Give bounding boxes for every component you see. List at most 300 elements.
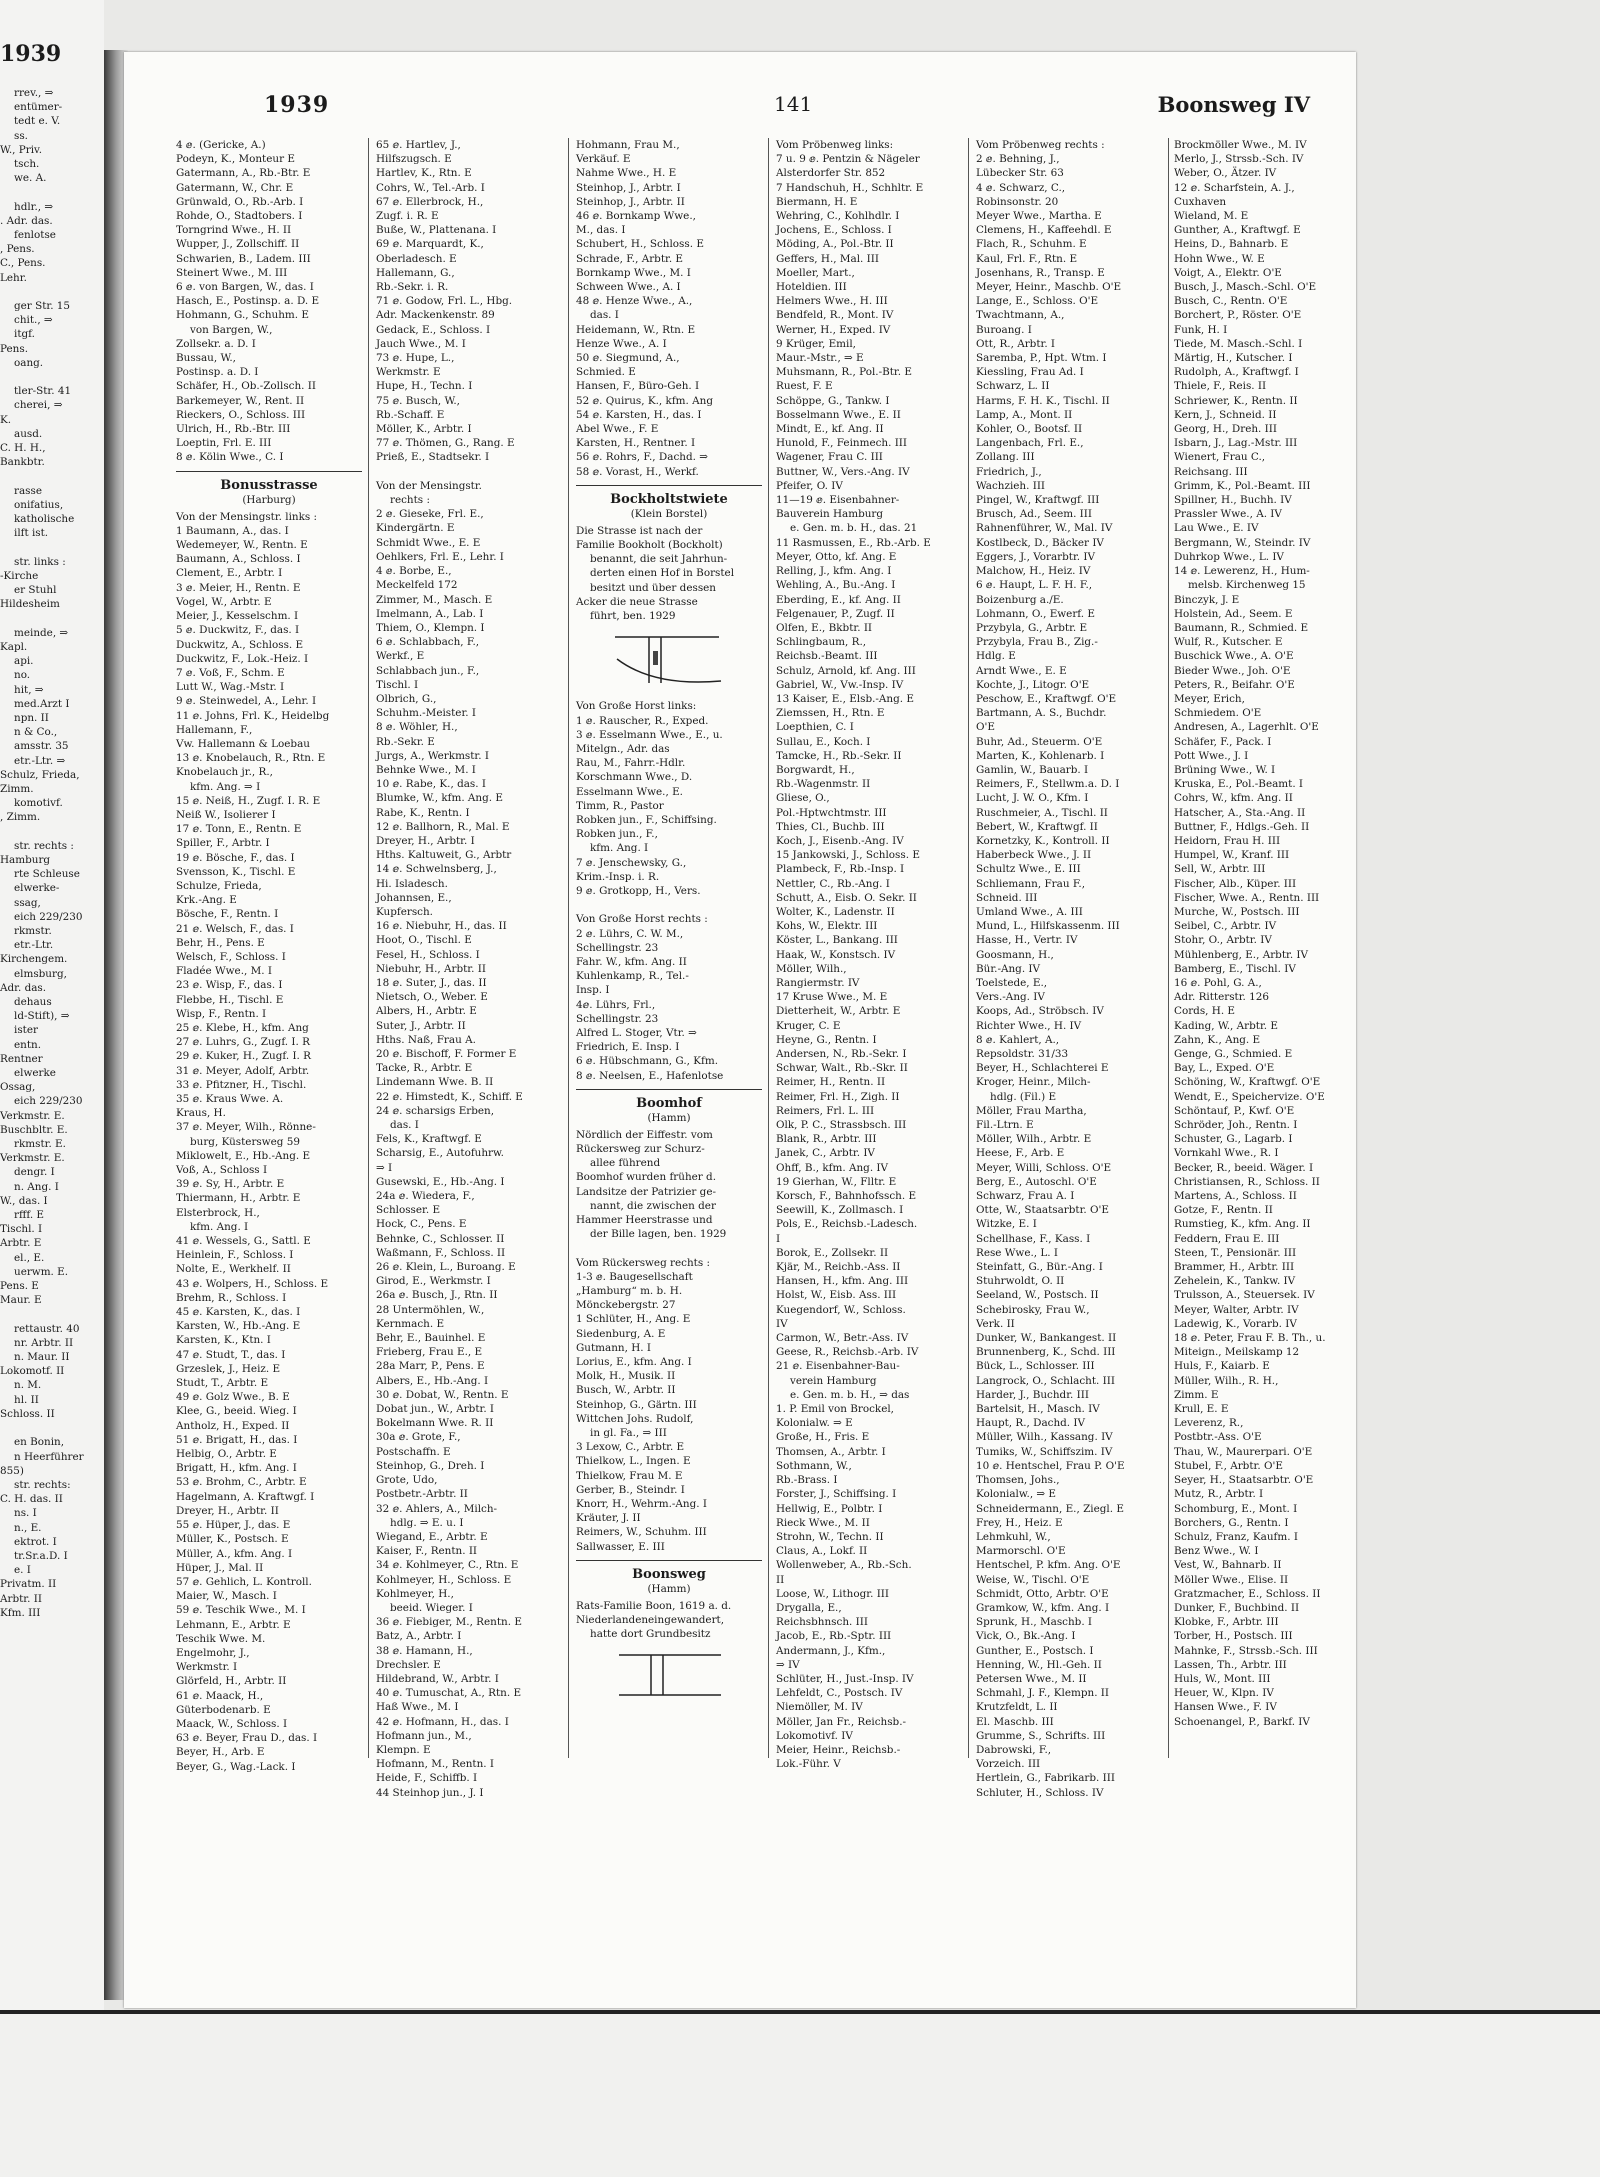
directory-entry: Knobelauch jr., R., [176,766,273,779]
directory-entry: Boizenburg a./E. [976,593,1064,606]
directory-entry: Landsitze der Patrizier ge- [576,1185,716,1198]
directory-entry [0,185,100,199]
directory-entry: Thielkow, L., Ingen. E [576,1455,691,1468]
directory-entry: Lange, E., Schloss. O'E [976,295,1099,308]
directory-entry: 23 ⅇ. Wisp, F., das. I [176,979,283,992]
directory-entry: 31 ⅇ. Meyer, Adolf, Arbtr. [176,1064,310,1077]
directory-entry: Albers, E., Hb.-Ang. I [376,1374,489,1387]
directory-entry: Nolte, E., Werkhelf. II [176,1263,291,1276]
directory-entry: Pott Wwe., J. I [1174,749,1249,762]
directory-entry: Schwar, Walt., Rb.-Skr. II [776,1062,908,1075]
directory-entry: Vornkahl Wwe., R. I [1174,1147,1279,1160]
directory-entry: Schlabbach jun., F., [376,664,480,677]
directory-entry: hdlg. ⇒ E. u. I [390,1516,464,1529]
directory-entry: Insp. I [576,984,610,997]
directory-entry: Adr. das. [0,981,47,994]
directory-entry: Klobke, F., Arbtr. III [1174,1616,1279,1629]
directory-entry: Brammer, H., Arbtr. III [1174,1261,1295,1274]
directory-entry: Witzke, E. I [976,1218,1037,1231]
directory-entry [576,1241,762,1255]
directory-entry: Rese Wwe., L. I [976,1246,1058,1259]
directory-entry: Petersen Wwe., M. II [976,1672,1087,1685]
directory-entry: Thiele, F., Reis. II [1174,380,1267,393]
directory-entry: Hertlein, G., Fabrikarb. III [976,1772,1115,1785]
directory-entry: Blank, R., Arbtr. III [776,1133,877,1146]
directory-entry: beeid. Wieger. I [390,1601,473,1614]
directory-entry: Gunther, E., Postsch. I [976,1644,1094,1657]
directory-entry: Schulze, Frieda, [176,879,262,892]
column-5 [976,138,1162,1799]
directory-entry: Müller, Wilh., R. H., [1174,1374,1279,1387]
directory-entry: Reichsbhnsch. III [776,1616,868,1629]
directory-entry: Wiegand, E., Arbtr. E [376,1530,488,1543]
directory-entry: Schmahl, J. F., Klempn. II [976,1687,1110,1700]
directory-entry: Helmers Wwe., H. III [776,295,888,308]
directory-entry: 25 ⅇ. Klebe, H., kfm. Ang [176,1021,309,1034]
directory-entry: Hallemann, G., [376,266,455,279]
directory-entry: Kostlbeck, D., Bäcker IV [976,536,1104,549]
directory-entry: Thiermann, H., Arbtr. E [176,1192,301,1205]
column-3-entries-4 [576,1128,762,1554]
directory-entry: Goosmann, H., [976,948,1054,961]
directory-entry: derten einen Hof in Borstel [590,567,735,580]
directory-entry: Schröder, Joh., Rentn. I [1174,1119,1298,1132]
directory-entry: tler-Str. 41 [14,385,72,398]
directory-entry: Tiede, M. Masch.-Schl. I [1174,337,1303,350]
directory-entry: Bieder Wwe., Joh. O'E [1174,664,1291,677]
directory-entry: Schuhm.-Meister. I [376,707,476,720]
directory-entry: Meyer, Heinr., Maschb. O'E [976,281,1122,294]
directory-entry: 4 ⅇ. Borbe, E., [376,565,452,578]
directory-entry: Müller, Wilh., Kassang. IV [976,1431,1113,1444]
directory-entry: 2 ⅇ. Lührs, C. W. M., [576,927,684,940]
directory-entry: Kupfersch. [376,905,433,918]
directory-entry: rte Schleuse [14,868,80,881]
directory-entry: 37 ⅇ. Meyer, Wilh., Rönne- [176,1121,316,1134]
directory-entry: elmsburg, [14,967,67,980]
directory-entry: Kruger, C. E [776,1019,841,1032]
directory-entry: Buttner, F., Hdlgs.-Geh. II [1174,820,1310,833]
directory-entry: C. H. das. II [0,1493,63,1506]
directory-entry: Borok, E., Zollsekr. II [776,1246,889,1259]
directory-entry: 4ⅇ. Lührs, Frl., [576,998,656,1011]
directory-entry: Friedrich, J., [976,465,1042,478]
directory-entry: Krull, E. E [1174,1403,1229,1416]
directory-entry: Klee, G., beeid. Wieg. I [176,1405,297,1418]
directory-entry: Lassen, Th., Arbtr. III [1174,1658,1287,1671]
directory-entry: Behr, H., Pens. E [176,936,265,949]
directory-entry: Repsoldstr. 31/33 [976,1048,1069,1060]
directory-entry: Janek, C., Arbtr. IV [776,1147,875,1160]
directory-entry: Reimers, Frl. L. III [776,1104,875,1117]
directory-entry: Krutzfeldt, L. II [976,1701,1058,1714]
directory-entry: Bergmann, W., Steindr. IV [1174,536,1311,549]
directory-entry: Mindt, E., kf. Ang. II [776,423,884,436]
directory-entry: Hildebrand, W., Arbtr. I [376,1672,499,1685]
directory-entry: Bosselmann Wwe., E. II [776,408,901,421]
directory-entry: Wehling, A., Bu.-Ang. I [776,579,896,592]
directory-entry: Josenhans, R., Transp. E [976,266,1105,279]
directory-entry: Wollenweber, A., Rb.-Sch. [776,1559,912,1572]
directory-entry: allee führend [590,1157,661,1170]
directory-entry: Strohn, W., Techn. II [776,1530,884,1543]
directory-entry: Steen, T., Pensionär. III [1174,1246,1297,1259]
directory-entry: Rudolph, A., Kraftwgf. I [1174,366,1299,379]
directory-entry: 2 ⅇ. Gieseke, Frl. E., [376,508,484,521]
directory-entry: Harder, J., Buchdr. III [976,1388,1089,1401]
directory-entry: Hupe, H., Techn. I [376,380,473,393]
directory-entry: n. Maur. II [14,1351,70,1364]
directory-entry: Märtig, H., Kutscher. I [1174,352,1293,365]
directory-entry: 12 ⅇ. Scharfstein, A. J., [1174,181,1295,194]
directory-entry: Kraus, H. [176,1107,226,1120]
directory-entry: Schöppe, G., Tankw. I [776,394,890,407]
directory-entry: Meier, J., Kesselschm. I [176,610,299,623]
column-divider [368,138,369,1758]
directory-entry: Wienert, Frau C., [1174,451,1266,464]
directory-entry: Gutmann, H. I [576,1341,651,1354]
directory-entry: Andermann, J., Kfm., [776,1644,886,1657]
directory-entry: Rb.-Wagenmstr. II [776,778,871,791]
directory-entry: Marten, K., Kohlenarb. I [976,749,1105,762]
directory-entry: Behnke, C., Schlosser. II [376,1232,505,1245]
directory-entry: Huls, W., Mont. III [1174,1672,1271,1685]
directory-entry: Peschow, E., Kraftwgf. O'E [976,692,1117,705]
directory-entry: Olfen, E., Bkbtr. II [776,621,873,634]
directory-entry: Hoteldien. III [776,281,847,294]
directory-entry: 9 Krüger, Emil, [776,337,856,350]
directory-entry: Werkmstr. I [176,1661,238,1674]
directory-entry: Zimmer, M., Masch. E [376,593,493,606]
directory-entry: Lehfeldt, C., Postsch. IV [776,1687,903,1700]
directory-entry: Baumann, R., Schmied. E [1174,621,1309,634]
directory-entry: Hammer Heerstrasse und [576,1214,713,1226]
directory-entry: Kading, W., Arbtr. E [1174,1019,1278,1032]
directory-entry: Seyer, H., Staatsarbtr. O'E [1174,1474,1314,1487]
directory-entry: Zollsekr. a. D. I [176,337,256,350]
directory-entry: Oberladesch. E [376,252,457,265]
directory-entry: katholische [14,513,75,526]
directory-entry: Gotze, F., Rentn. II [1174,1204,1273,1217]
adjacent-page-fragment [0,41,100,1686]
directory-entry: 30 ⅇ. Dobat, W., Rentn. E [376,1388,509,1401]
directory-entry: Hasch, E., Postinsp. a. D. E [176,295,320,308]
directory-entry: Ulrich, H., Rb.-Btr. III [176,423,291,436]
directory-entry: , Zimm. [0,811,41,824]
directory-entry: Schlosser. E [376,1204,441,1217]
directory-entry [376,465,562,479]
adjacent-page-lines [0,86,100,1620]
directory-entry: Vick, O., Bk.-Ang. I [976,1630,1076,1643]
directory-entry: Rb.-Sekr. i. R. [376,281,449,294]
directory-entry: Kiessling, Frau Ad. I [976,366,1084,379]
directory-entry: Wittchen Johs. Rudolf, [576,1412,694,1425]
section-subtitle: (Hamm) [647,1582,691,1595]
directory-entry: fenlotse [14,229,56,242]
directory-entry: C., Pens. [0,257,46,270]
directory-entry: Tumiks, W., Schiffszim. IV [976,1445,1113,1458]
directory-entry: 19 Gierhan, W., Flltr. E [776,1175,897,1188]
directory-entry: Schmidt, Otto, Arbtr. O'E [976,1587,1109,1600]
directory-entry: Ott, R., Arbtr. I [976,337,1056,350]
directory-entry [0,469,100,483]
directory-entry: Borchert, P., Röster. O'E [1174,309,1302,322]
directory-entry: Schrade, F., Arbtr. E [576,252,684,265]
directory-entry: oang. [14,356,44,369]
directory-entry: 24a ⅇ. Wiedera, F., [376,1190,475,1203]
directory-entry: rasse [14,484,42,497]
directory-entry: rechts : [390,494,430,507]
directory-entry: Sallwasser, E. III [576,1540,665,1553]
directory-entry: Lehmkuhl, W., [976,1530,1051,1543]
directory-entry: 2 ⅇ. Behning, J., [976,153,1060,166]
section-subtitle: (Klein Borstel) [630,507,708,520]
directory-entry [0,1307,100,1321]
directory-entry: Marmorschl. O'E [976,1545,1066,1558]
directory-entry: Kaiser, F., Rentn. II [376,1545,478,1558]
directory-entry: Buschbltr. E. [0,1123,68,1136]
directory-entry: Frey, H., Heiz. E [976,1516,1063,1529]
directory-entry: 11 Rasmussen, E., Rb.-Arb. E [776,536,931,549]
directory-entry: Postbtr.-Ass. O'E [1174,1431,1262,1444]
directory-entry: Thiem, O., Klempn. I [376,621,485,634]
directory-entry: e. I [14,1564,31,1577]
directory-entry: 13 Kaiser, E., Elsb.-Ang. E [776,692,914,705]
directory-entry: Tischl. I [376,678,419,691]
directory-entry: Hentschel, P. kfm. Ang. O'E [976,1559,1121,1572]
directory-entry: Dunker, W., Bankangest. II [976,1332,1117,1345]
directory-entry: 75 ⅇ. Busch, W., [376,394,460,407]
directory-entry: Frieberg, Frau E., E [376,1346,483,1359]
directory-entry: ⇒ IV [776,1658,800,1671]
directory-entry: 1 Schlüter, H., Ang. E [576,1313,691,1326]
directory-entry: Vest, W., Bahnarb. II [1174,1559,1282,1572]
directory-entry: 55 ⅇ. Hüper, J., das. E [176,1519,291,1532]
directory-entry: Schöntauf, P., Kwf. O'E [1174,1104,1295,1117]
directory-entry: Hallemann, F., [176,723,253,736]
directory-entry: Flach, R., Schuhm. E [976,238,1087,251]
directory-entry: Hunold, F., Feinmech. III [776,437,908,450]
directory-entry: Niebuhr, H., Arbtr. II [376,962,486,975]
directory-entry: Köster, L., Bankang. III [776,934,898,947]
directory-entry: Verkmstr. E. [0,1109,65,1122]
directory-entry: Heinlein, F., Schloss. I [176,1249,294,1262]
directory-entry: Robinsonstr. 20 [976,195,1059,208]
directory-entry: 52 ⅇ. Quirus, K., kfm. Ang [576,394,713,407]
directory-entry: 27 ⅇ. Luhrs, G., Zugf. I. R [176,1036,310,1049]
directory-entry: Weber, O., Ätzer. IV [1174,167,1277,180]
directory-entry: Kohs, W., Elektr. III [776,920,878,933]
directory-entry: Schellingstr. 23 [576,1012,659,1025]
directory-entry: Meier, Heinr., Reichsb.- [776,1743,901,1756]
directory-entry: Zollang. III [976,451,1035,464]
directory-entry: ilft ist. [14,527,49,540]
directory-entry: n. Ang. I [14,1180,59,1193]
directory-entry: Steinhop, G., Gärtn. III [576,1398,697,1411]
directory-entry: Meyer Wwe., Martha. E [976,210,1102,223]
directory-entry: Maack, W., Schloss. I [176,1717,288,1730]
directory-entry: Loeptin, Frl. E. III [176,437,272,450]
directory-entry: 14 ⅇ. Schwelnsberg, J., [376,863,497,876]
directory-entry: Schwarz, Frau A. I [976,1190,1075,1203]
directory-entry: Heuer, W., Klpn. IV [1174,1687,1274,1700]
directory-entry: Rentner [0,1052,43,1065]
directory-entry: Nahme Wwe., H. E [576,167,677,180]
directory-entry: Voß, A., Schloss I [176,1164,268,1177]
directory-entry: n. M. [14,1379,42,1392]
column-6 [1174,138,1350,1758]
directory-entry: Niederlandeneingewandert, [576,1614,725,1627]
directory-entry: Miteign., Meilskamp 12 [1174,1346,1300,1359]
directory-entry: Malchow, H., Heiz. IV [976,565,1091,578]
directory-entry: Mutz, R., Arbtr. I [1174,1488,1264,1501]
page-street-header: Boonsweg IV [1157,92,1310,117]
directory-entry: 61 ⅇ. Maack, H., [176,1689,264,1702]
directory-entry: 45 ⅇ. Karsten, K., das. I [176,1306,301,1319]
directory-entry: . Adr. das. [0,214,53,227]
directory-entry: kfm. Ang. I [590,842,649,855]
directory-entry: Henze Wwe., A. I [576,337,667,350]
directory-entry: 13 ⅇ. Knobelauch, R., Rtn. E [176,752,326,765]
directory-entry: Hansen, F., Büro-Geh. I [576,380,700,393]
directory-entry: Schellhase, F., Kass. I [976,1232,1091,1245]
directory-entry: Clement, E., Arbtr. I [176,567,283,580]
column-3-entries [576,138,762,479]
directory-entry: El. Maschb. III [976,1715,1054,1728]
directory-entry: Knorr, H., Wehrm.-Ang. I [576,1498,707,1511]
directory-entry: Timm, R., Pastor [576,799,664,812]
section-title-bockholtstwiete: Bockholtstwiete [576,485,762,508]
directory-entry: Esselmann Wwe., E. [576,785,683,798]
directory-entry: Meyer, Erich, [1174,692,1245,705]
directory-entry: Richter Wwe., H. IV [976,1019,1082,1032]
directory-entry: Mahnke, F., Strssb.-Sch. III [1174,1644,1318,1657]
directory-entry: O'E [976,721,995,734]
directory-entry: tsch. [14,158,40,171]
directory-entry: Fels, K., Kraftwgf. E [376,1133,482,1146]
directory-entry: Hofmann jun., M., [376,1729,472,1742]
directory-entry: Hoot, O., Tischl. E [376,934,472,947]
directory-entry: Boomhof wurden früher d. [576,1171,717,1184]
directory-entry [0,541,100,555]
directory-entry: Antholz, H., Exped. II [176,1419,290,1432]
directory-entry: Korschmann Wwe., D. [576,771,693,784]
directory-entry: Relling, J., kfm. Ang. I [776,565,892,578]
directory-entry: Kernmach. E [376,1317,445,1330]
directory-entry: Becker, R., beeid. Wäger. I [1174,1161,1314,1174]
directory-entry: Dabrowski, F., [976,1743,1052,1756]
directory-entry: Welsch, F., Schloss. I [176,950,286,963]
directory-entry: Reichsb.-Beamt. III [776,650,878,663]
directory-entry: Meckelfeld 172 [376,579,458,592]
directory-entry: Rats-Familie Boon, 1619 a. d. [576,1599,732,1612]
directory-entry: n & Co., [14,726,58,739]
directory-entry: Cohrs, W., kfm. Ang. II [1174,792,1293,805]
directory-entry: Gabriel, W., Vw.-Insp. IV [776,678,904,691]
directory-entry: tedt e. V. [14,115,61,128]
directory-entry: 7 ⅇ. Jenschewsky, G., [576,856,687,869]
directory-entry: Cuxhaven [1174,195,1227,208]
directory-entry: Kolonialw., ⇒ E [976,1488,1057,1501]
directory-entry: Ossag, [0,1081,36,1094]
directory-entry: Lindemann Wwe. B. II [376,1076,494,1089]
directory-entry: Haupt, R., Dachd. IV [976,1417,1086,1430]
directory-entry: Stubel, F., Arbtr. O'E [1174,1459,1283,1472]
directory-entry: entn. [14,1038,42,1051]
directory-entry: 56 ⅇ. Rohrs, F., Dachd. ⇒ [576,451,708,464]
directory-entry: Bück, L., Schlosser. III [976,1360,1095,1373]
directory-entry: npn. II [14,711,49,724]
directory-entry: 7 Handschuh, H., Schhltr. E [776,181,924,194]
directory-entry: Behnke Wwe., M. I [376,763,476,776]
directory-entry: Adr. Ritterstr. 126 [1174,991,1269,1004]
directory-entry: Fahr. W., kfm. Ang. II [576,955,687,968]
section-subtitle: (Harburg) [242,493,296,506]
directory-entry: Helbig, O., Arbtr. E [176,1448,277,1461]
directory-entry: Otte, W., Staatsarbtr. O'E [976,1204,1109,1217]
directory-entry: 77 ⅇ. Thömen, G., Rang. E [376,437,515,450]
column-5-entries [976,138,1162,1800]
directory-entry: Schulz, Arnold, kf. Ang. III [776,664,916,677]
directory-entry: Gusewski, E., Hb.-Ang. I [376,1175,505,1188]
directory-entry: Schneidermann, E., Ziegl. E [976,1502,1124,1515]
directory-entry: 28a Marr, P., Pens. E [376,1360,485,1373]
directory-entry: Vom Rückersweg rechts : [576,1256,710,1269]
directory-entry: Schäfer, H., Ob.-Zollsch. II [176,380,316,393]
street-map-bockholtstwiete [609,629,729,693]
directory-entry: Prieß, E., Stadtsekr. I [376,451,490,464]
directory-entry: Kolonialw. ⇒ E [776,1417,853,1430]
directory-entry: Eggers, J., Vorarbtr. IV [976,550,1096,563]
directory-entry: 1 ⅇ. Rauscher, R., Exped. [576,714,709,727]
directory-entry: 32 ⅇ. Ahlers, A., Milch- [376,1502,498,1515]
directory-entry: Cords, H. E [1174,1005,1236,1018]
directory-entry: 58 ⅇ. Vorast, H., Werkf. [576,465,699,478]
directory-entry: hatte dort Grundbesitz [590,1628,711,1641]
directory-entry: Rumstieg, K., kfm. Ang. II [1174,1218,1311,1231]
directory-entry: Pol.-Hptwchtmstr. III [776,806,887,819]
directory-entry: Hi. Isladesch. [376,877,448,890]
directory-entry: Buttner, W., Vers.-Ang. IV [776,465,910,478]
directory-entry: 855) [0,1464,24,1477]
directory-entry: Binczyk, J. E [1174,593,1240,606]
directory-entry: hdlr., ⇒ [14,200,54,213]
directory-entry: Tacke, R., Arbtr. E [376,1062,473,1075]
directory-entry: Lok.-Führ. V [776,1758,841,1771]
directory-entry: Schulz, Frieda, [0,768,80,781]
directory-entry: Lehmann, E., Arbtr. E [176,1618,291,1631]
directory-entry: Haß Wwe., M. I [376,1701,459,1714]
directory-entry: Gratzmacher, E., Schloss. II [1174,1587,1321,1600]
directory-entry: 15 Jankowski, J., Schloss. E [776,849,920,862]
directory-entry: Nettler, C., Rb.-Ang. I [776,877,890,890]
directory-entry: Möding, A., Pol.-Btr. II [776,238,894,251]
directory-entry: 43 ⅇ. Wolpers, H., Schloss. E [176,1277,329,1290]
directory-entry [0,370,100,384]
directory-entry: Sothmann, W., [776,1459,852,1472]
directory-entry: 59 ⅇ. Teschik Wwe., M. I [176,1604,306,1617]
directory-entry: Oehlkers, Frl. E., Lehr. I [376,550,504,563]
directory-entry: Schween Wwe., A. I [576,281,681,294]
directory-entry: 1-3 ⅇ. Baugesellschaft [576,1270,693,1283]
directory-entry: Hasse, H., Vertr. IV [976,934,1078,947]
directory-entry: Pens. [0,342,29,355]
directory-entry: Moeller, Mart., [776,266,855,279]
directory-entry: rfff. E [14,1209,45,1222]
directory-entry: nr. Arbtr. II [14,1336,74,1349]
directory-entry: Rangiermstr. IV [776,976,860,989]
directory-entry: Gatermann, A., Rb.-Btr. E [176,167,311,180]
